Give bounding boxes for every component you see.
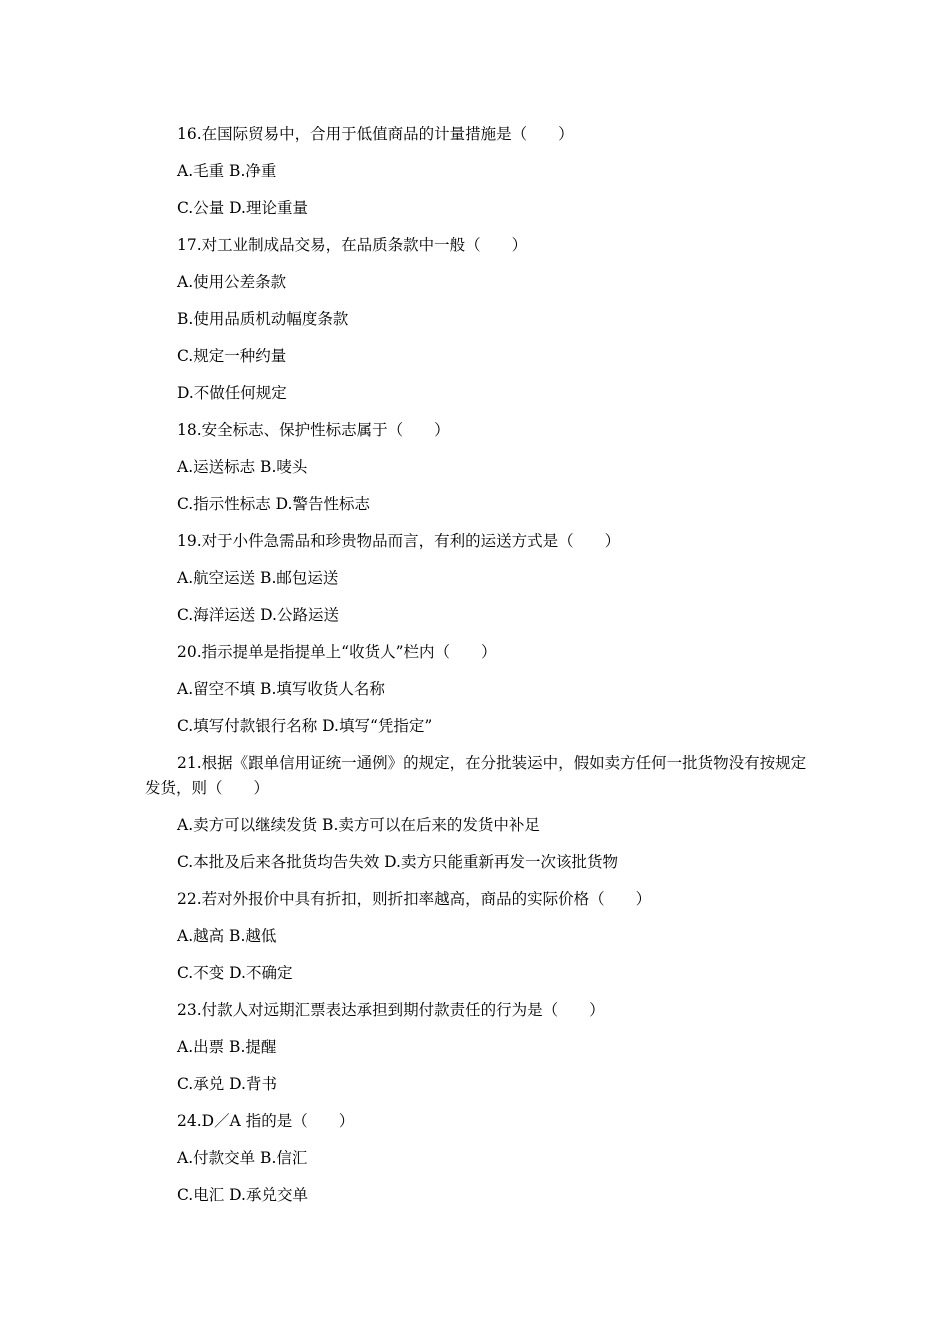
- question-19-option-line: A.航空运送 B.邮包运送: [177, 569, 339, 587]
- question-20-option-line: C.填写付款银行名称 D.填写“凭指定”: [177, 717, 433, 735]
- question-16-stem: 16.在国际贸易中，合用于低值商品的计量措施是（ ）: [177, 125, 574, 143]
- question-17-option-line: C.规定一种约量: [177, 347, 287, 365]
- question-17-option-line: B.使用品质机动幅度条款: [177, 310, 349, 328]
- question-16-option-line: A.毛重 B.净重: [177, 162, 277, 180]
- question-19-stem: 19.对于小件急需品和珍贵物品而言，有利的运送方式是（ ）: [177, 532, 621, 550]
- question-24-option-line: C.电汇 D.承兑交单: [177, 1185, 308, 1204]
- question-19-option-line: C.海洋运送 D.公路运送: [177, 606, 339, 624]
- question-23-option-line: A.出票 B.提醒: [177, 1037, 277, 1056]
- question-23-stem: 23.付款人对远期汇票表达承担到期付款责任的行为是（ ）: [177, 1000, 605, 1019]
- question-18-option-line: C.指示性标志 D.警告性标志: [177, 495, 370, 513]
- question-20-option-line: A.留空不填 B.填写收货人名称: [177, 680, 385, 698]
- question-20-stem: 20.指示提单是指提单上“收货人”栏内（ ）: [177, 643, 497, 661]
- question-22-option-line: A.越高 B.越低: [177, 926, 277, 945]
- question-17-stem: 17.对工业制成品交易，在品质条款中一般（ ）: [177, 236, 528, 254]
- question-17-option-line: D.不做任何规定: [177, 384, 287, 402]
- question-list: [145, 122, 810, 1220]
- question-22-stem: 22.若对外报价中具有折扣，则折扣率越高，商品的实际价格（ ）: [177, 889, 652, 908]
- question-24-stem: 24.D／A 指的是（ ）: [177, 1111, 355, 1130]
- question-24-option-line: A.付款交单 B.信汇: [177, 1148, 308, 1167]
- question-21-stem: 21.根据《跟单信用证统一通例》的规定，在分批装运中，假如卖方任何一批货物没有按规定发货，则（ ）: [145, 754, 807, 797]
- question-23-option-line: C.承兑 D.背书: [177, 1074, 277, 1093]
- question-17-option-line: A.使用公差条款: [177, 273, 287, 291]
- question-21-option-line: A.卖方可以继续发货 B.卖方可以在后来的发货中补足: [177, 815, 540, 834]
- question-18-stem: 18.安全标志、保护性标志属于（ ）: [177, 421, 450, 439]
- question-18-option-line: A.运送标志 B.唛头: [177, 458, 308, 476]
- question-22-option-line: C.不变 D.不确定: [177, 963, 293, 982]
- question-16-option-line: C.公量 D.理论重量: [177, 199, 308, 217]
- question-21-option-line: C.本批及后来各批货均告失效 D.卖方只能重新再发一次该批货物: [177, 852, 618, 871]
